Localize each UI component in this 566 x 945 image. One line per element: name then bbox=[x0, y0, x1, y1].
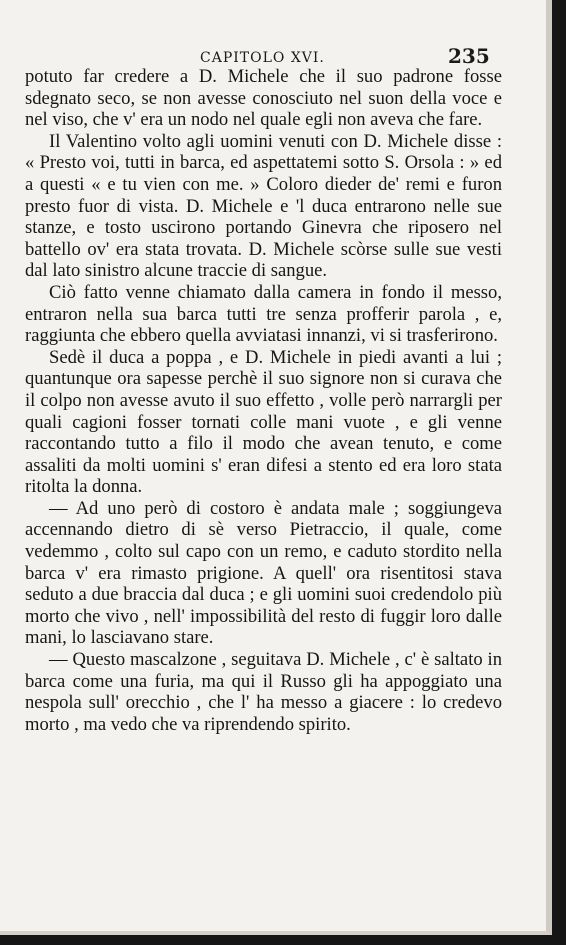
paragraph-1: potuto far credere a D. Michele che il suo padrone fosse sdegnato seco, se non avesse conosciuto nel suon della voce e nel viso, che v' era un nodo nel quale egli non aveva che fare. bbox=[25, 66, 502, 131]
page-number: 235 bbox=[448, 44, 490, 68]
chapter-heading: CAPITOLO XVI. bbox=[200, 50, 325, 66]
paragraph-5: — Ad uno però di costoro è andata male ; soggiungeva accennando dietro di sè verso Pietraccio, il quale, come vedemmo , colto sul capo con un remo, e caduto stordito nella barca v' era rimasto prigione. A quell' ora risentitosi stava seduto a due braccia dal duca ; e gli uomini suoi credendolo più morto che vivo , nell' impossibilità del resto di fuggir loro dalle mani, lo lasciavano stare. bbox=[25, 497, 502, 649]
paragraph-6: — Questo mascalzone , seguitava D. Michele , c' è saltato in barca come una furia, ma qui il Russo gli ha appoggiato una nespola sull' orecchio , che l' ha messo a giacere : lo credevo morto , ma vedo che va riprendendo spirito. bbox=[25, 649, 502, 735]
paragraph-4: Sedè il duca a poppa , e D. Michele in piedi avanti a lui ; quantunque ora sapesse perchè il suo signore non si curava che il colpo non avesse avuto il suo effetto , volle però narrargli per quali cagioni fosser tornati colle mani vuote , e gli venne raccontando tutto a filo il modo che avean tenuto, e come assaliti da molti uomini s' eran difesi a stento ed era loro stata ritolta la donna. bbox=[25, 346, 502, 498]
paragraph-2: Il Valentino volto agli uomini venuti con D. Michele disse : « Presto voi, tutti in barca, ed aspettatemi sotto S. Orsola : » ed a questi « e tu vien con me. » Coloro dieder de' remi e furon presto fuor di vista. D. Michele e 'l duca entrarono nelle sue stanze, e tosto uscirono portando Ginevra che riposero nel battello ov' era stata trovata. D. Michele scòrse sulle sue vesti dal lato sinistro alcune traccie di sangue. bbox=[25, 130, 502, 282]
paragraph-3: Ciò fatto venne chiamato dalla camera in fondo il messo, entraron nella sua barca tutti tre senza profferir parola , e, raggiunta che ebbero quella avviatasi innanzi, vi si trasferirono. bbox=[25, 281, 502, 347]
body-text bbox=[25, 66, 502, 735]
